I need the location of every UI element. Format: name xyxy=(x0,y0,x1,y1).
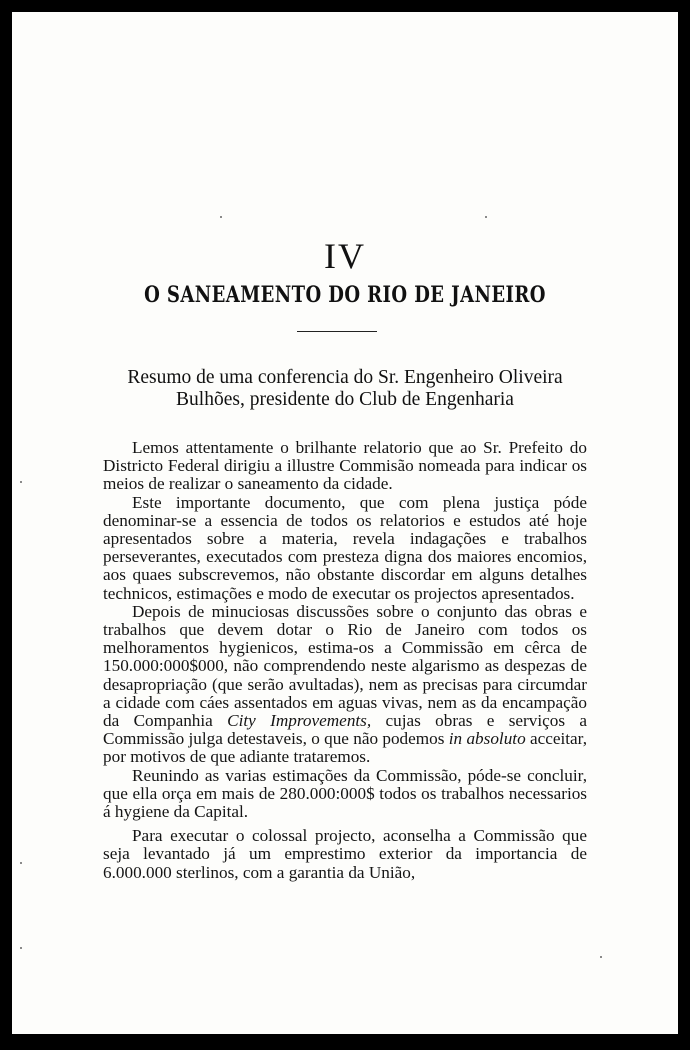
paragraph-3-text-before: Depois de minuciosas discussões sobre o conjunto das obras e trabalhos que devem dotar o Rio de Janeiro com todos os melhoramentos hygienicos, estima-os a Commissão em cêrca de 150.000:000$000, não comprendendo neste algarismo as despezas de desapropriação (que serão avultadas), nem as precisas para circumdar a cidade com cáes assentados em aguas vivas, nem as da encampação da Companhia xyxy=(103,601,587,731)
body-text xyxy=(103,439,587,882)
scan-speck xyxy=(20,947,22,949)
paragraph-3-text-middle: cujas obras e serviços a Commissão julga detestaveis, o que não podemos xyxy=(103,711,588,749)
paragraph-4: Reunindo as varias estimações da Commissão, póde-se concluir, que ella orça em mais de 280.000:000$ todos os trabalhos necessarios á hygiene da Capital. xyxy=(103,765,587,822)
emphasis-city-improvements: City Improvements, xyxy=(227,711,372,731)
scan-speck xyxy=(600,956,602,958)
title-divider xyxy=(297,331,377,332)
emphasis-in-absoluto: in absoluto xyxy=(448,729,526,749)
subtitle-line-2: Bulhões, presidente do Club de Engenharia xyxy=(176,389,514,410)
chapter-title: O SANEAMENTO DO RIO DE JANEIRO xyxy=(144,282,546,308)
paragraph-1: Lemos attentamente o brilhante relatorio que ao Sr. Prefeito do Districto Federal dirigiu a illustre Commisão nomeada para indicar os meios de realizar o saneamento da cidade. xyxy=(103,438,587,494)
subtitle-line-1: Resumo de uma conferencia do Sr. Engenheiro Oliveira xyxy=(127,367,563,388)
scan-speck xyxy=(20,481,22,483)
scan-speck xyxy=(485,216,487,218)
book-page xyxy=(12,12,678,1034)
paragraph-5: Para executar o colossal projecto, aconselha a Commissão que seja levantado já um emprestimo exterior da importancia de 6.000.000 sterlinos, com a garantia da União, xyxy=(103,826,587,882)
paragraph-2: Este importante documento, que com plena justiça póde denominar-se a essencia de todos os relatorios e estudos até hoje apresentados sobre a materia, revela indagações e trabalhos perseverantes, executados com presteza digna dos maiores encomios, aos quaes subscrevemos, não obstante discordar em alguns detalhes technicos, estimações e modo de executar os projectos apresentados. xyxy=(103,492,587,603)
scan-speck xyxy=(220,216,222,218)
chapter-subtitle xyxy=(72,367,618,411)
scan-speck xyxy=(20,862,22,864)
paragraph-3 xyxy=(103,603,587,767)
paragraph-3-text-after: acceitar, por motivos de que adiante trataremos. xyxy=(103,729,588,767)
chapter-numeral: IV xyxy=(324,236,366,276)
